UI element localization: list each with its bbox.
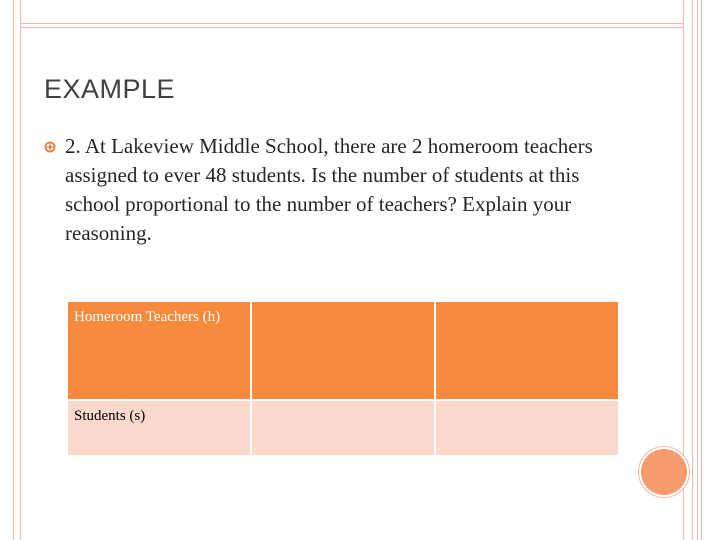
table-cell — [435, 400, 619, 456]
row-label-teachers: Homeroom Teachers (h) — [67, 301, 251, 400]
frame-right-border — [683, 0, 693, 540]
frame-top-line-2 — [21, 27, 683, 28]
slide-body-text: 2. At Lakeview Middle School, there are 2 homeroom teachers assigned to ever 48 students. Is the number of students at this school proportional to the number of teachers? Explain your reasoning. — [65, 134, 593, 245]
table-cell — [251, 301, 435, 400]
table-cell — [435, 301, 619, 400]
frame-top-line — [21, 23, 683, 24]
slide-title: EXAMPLE — [44, 74, 176, 104]
frame-left-border — [13, 0, 21, 540]
decorative-circle — [641, 449, 687, 495]
table-cell — [251, 400, 435, 456]
circle-bullet-icon — [44, 141, 56, 153]
ratio-table — [66, 300, 620, 457]
frame-right-inner-border — [697, 0, 702, 540]
row-label-students: Students (s) — [67, 400, 251, 456]
table-row-students — [67, 400, 619, 456]
table-row-teachers — [67, 301, 619, 400]
